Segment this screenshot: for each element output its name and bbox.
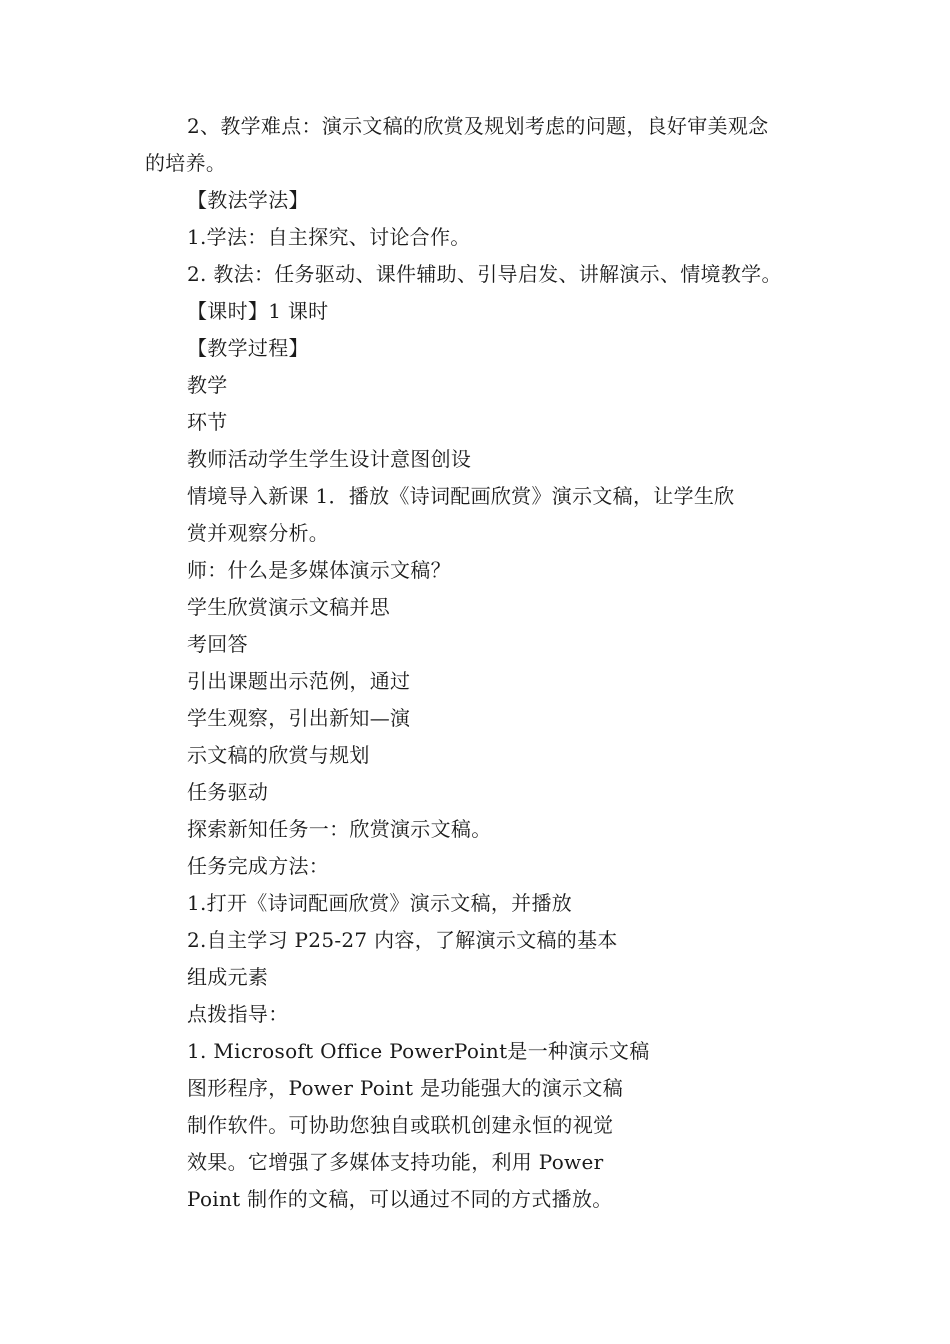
text-line: 示文稿的欣赏与规划: [187, 743, 370, 767]
text-line: 赏并观察分析。: [187, 521, 330, 545]
text-line: 情境导入新课 1．播放《诗词配画欣赏》演示文稿，让学生欣: [187, 484, 735, 508]
text-line: 制作软件。可协助您独自或联机创建永恒的视觉: [187, 1113, 614, 1137]
text-line: 师：什么是多媒体演示文稿？: [187, 558, 451, 582]
text-line: 2.自主学习 P25-27 内容，了解演示文稿的基本: [187, 928, 618, 952]
text-line: 图形程序，Power Point 是功能强大的演示文稿: [187, 1076, 624, 1100]
section-heading: 【教学过程】: [187, 336, 309, 360]
text-line: 任务完成方法：: [187, 854, 330, 878]
text-line: 环节: [187, 410, 228, 434]
text-line: 教学: [187, 373, 228, 397]
text-line: 效果。它增强了多媒体支持功能，利用 Power: [187, 1150, 604, 1174]
text-line: 1. Microsoft Office PowerPoint是一种演示文稿: [187, 1039, 650, 1063]
text-line: Point 制作的文稿，可以通过不同的方式播放。: [187, 1187, 613, 1211]
text-line: 引出课题出示范例，通过: [187, 669, 411, 693]
text-line: 1.打开《诗词配画欣赏》演示文稿，并播放: [187, 891, 573, 915]
text-line: 学生欣赏演示文稿并思: [187, 595, 390, 619]
text-line: 点拨指导：: [187, 1002, 289, 1026]
text-line: 2. 教法：任务驱动、课件辅助、引导启发、讲解演示、情境教学。: [187, 262, 782, 286]
text-line: 学生观察，引出新知—演: [187, 706, 411, 730]
text-line: 的培养。: [145, 151, 227, 175]
section-heading: 【教法学法】: [187, 188, 309, 212]
text-line: 探索新知任务一：欣赏演示文稿。: [187, 817, 492, 841]
text-line: 1.学法：自主探究、讨论合作。: [187, 225, 471, 249]
text-line: 任务驱动: [187, 780, 269, 804]
text-line: 2、教学难点：演示文稿的欣赏及规划考虑的问题，良好审美观念: [187, 114, 769, 138]
text-line: 组成元素: [187, 965, 269, 989]
text-line: 教师活动学生学生设计意图创设: [187, 447, 472, 471]
text-line: 考回答: [187, 632, 248, 656]
section-heading: 【课时】1 课时: [187, 299, 329, 323]
